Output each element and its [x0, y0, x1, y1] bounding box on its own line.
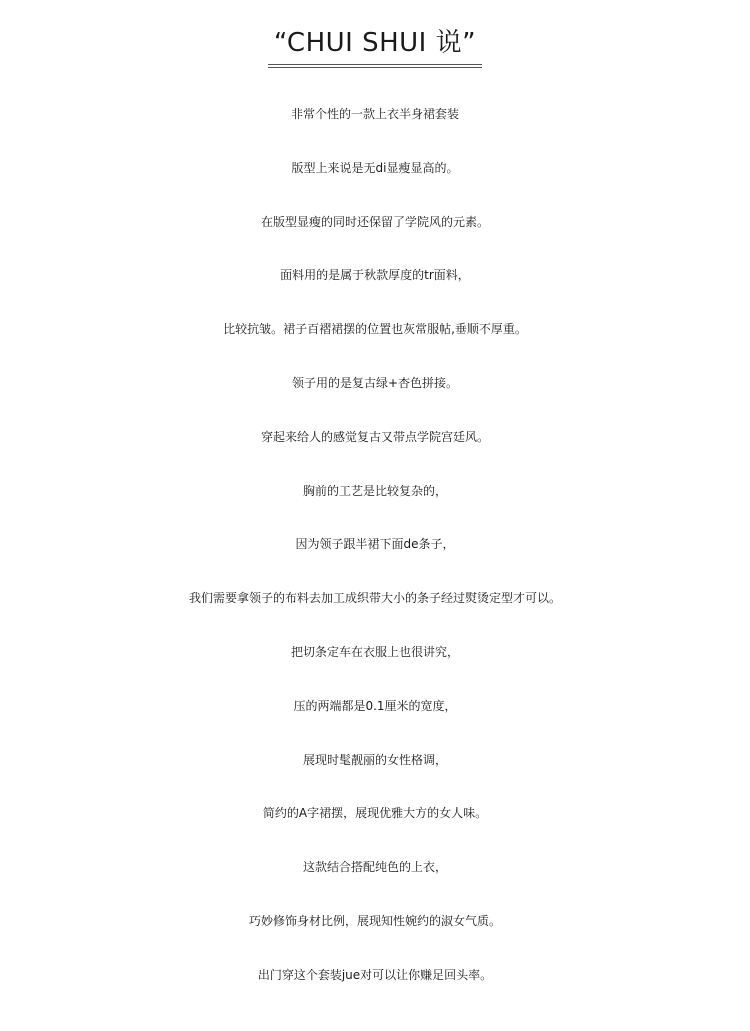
text-line: 在版型显瘦的同时还保留了学院风的元素。 [260, 214, 489, 229]
title-block [0, 26, 750, 65]
text-line: 压的两端都是0.1厘米的宽度， [293, 698, 457, 713]
text-line: 面料用的是属于秋款厚度的tr面料， [280, 268, 470, 283]
description-text [0, 98, 750, 1013]
text-line: 我们需要拿领子的布料去加工成织带大小的条子经过熨烫定型才可以。 [188, 591, 561, 606]
text-line: 因为领子跟半裙下面de条子， [295, 537, 455, 552]
text-line: 这款结合搭配纯色的上衣， [302, 860, 447, 875]
text-line: 巧妙修饰身材比例，展现知性婉约的淑女气质。 [248, 913, 501, 928]
text-line: 简约的A字裙摆，展现优雅大方的女人味。 [262, 806, 488, 821]
text-line: 穿起来给人的感觉复古又带点学院宫廷风。 [260, 429, 489, 444]
text-line: 展现时髦靓丽的女性格调， [302, 752, 447, 767]
text-line: 把切条定车在衣服上也很讲究， [290, 644, 459, 659]
text-line: 比较抗皱。裙子百褶裙摆的位置也灰常服帖,垂顺不厚重。 [223, 322, 527, 337]
text-line: 版型上来说是无di显瘦显高的。 [291, 160, 459, 175]
page-title: “CHUI SHUI 说” [268, 26, 482, 65]
text-line: 非常个性的一款上衣半身裙套装 [290, 107, 459, 121]
text-line: 胸前的工艺是比较复杂的， [302, 483, 447, 498]
text-line: 出门穿这个套装jue对可以让你赚足回头率。 [257, 967, 493, 982]
text-line: 领子用的是复古绿+杏色拼接。 [291, 375, 459, 390]
